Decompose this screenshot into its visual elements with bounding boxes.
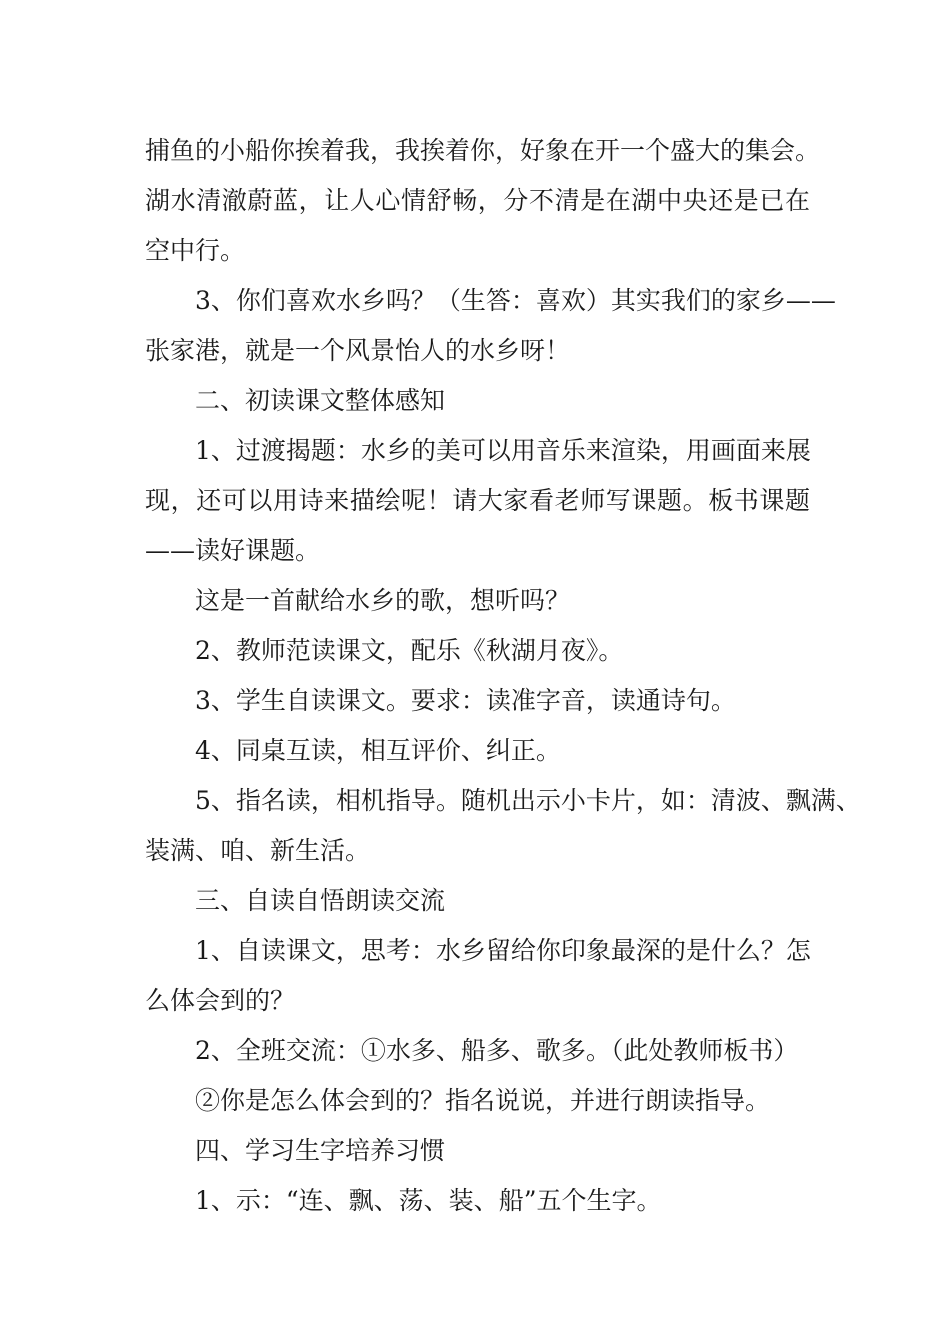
paragraph-line: 1、自读课文，思考：水乡留给你印象最深的是什么？怎 (195, 936, 811, 965)
section-heading: 二、初读课文整体感知 (195, 386, 446, 415)
paragraph-line: 装满、咱、新生活。 (145, 836, 371, 865)
paragraph-line: ②你是怎么体会到的？指名说说，并进行朗读指导。 (195, 1086, 771, 1115)
paragraph-line: 1、过渡揭题：水乡的美可以用音乐来渲染，用画面来展 (195, 436, 811, 465)
paragraph-line: 5、指名读，相机指导。随机出示小卡片，如：清波、飘满、 (195, 786, 861, 815)
paragraph-line: 3、你们喜欢水乡吗？（生答：喜欢）其实我们的家乡—— (195, 286, 836, 315)
paragraph-line: 捕鱼的小船你挨着我，我挨着你，好象在开一个盛大的集会。 (145, 136, 821, 165)
paragraph-line: 4、同桌互读，相互评价、纠正。 (195, 736, 561, 765)
document-body (145, 126, 861, 1226)
paragraph-line: 湖水清澈蔚蓝，让人心情舒畅，分不清是在湖中央还是已在 (145, 186, 810, 215)
paragraph-line: 空中行。 (145, 236, 246, 265)
paragraph-line: 3、学生自读课文。要求：读准字音，读通诗句。 (195, 686, 736, 715)
paragraph-line: 张家港，就是一个风景怡人的水乡呀！ (145, 336, 571, 365)
section-heading: 三、自读自悟朗读交流 (195, 886, 446, 915)
paragraph-line: ——读好课题。 (145, 536, 321, 565)
paragraph-line: 么体会到的？ (145, 986, 296, 1015)
section-heading: 四、学习生字培养习惯 (195, 1136, 446, 1165)
paragraph-line: 现，还可以用诗来描绘呢！请大家看老师写课题。板书课题 (145, 486, 810, 515)
paragraph-line: 这是一首献给水乡的歌，想听吗？ (195, 586, 571, 615)
paragraph-line: 2、全班交流：①水多、船多、歌多。（此处教师板书） (195, 1036, 799, 1065)
paragraph-line: 1、示：“连、飘、荡、装、船”五个生字。 (195, 1186, 662, 1215)
paragraph-line: 2、教师范读课文，配乐《秋湖月夜》。 (195, 636, 624, 665)
